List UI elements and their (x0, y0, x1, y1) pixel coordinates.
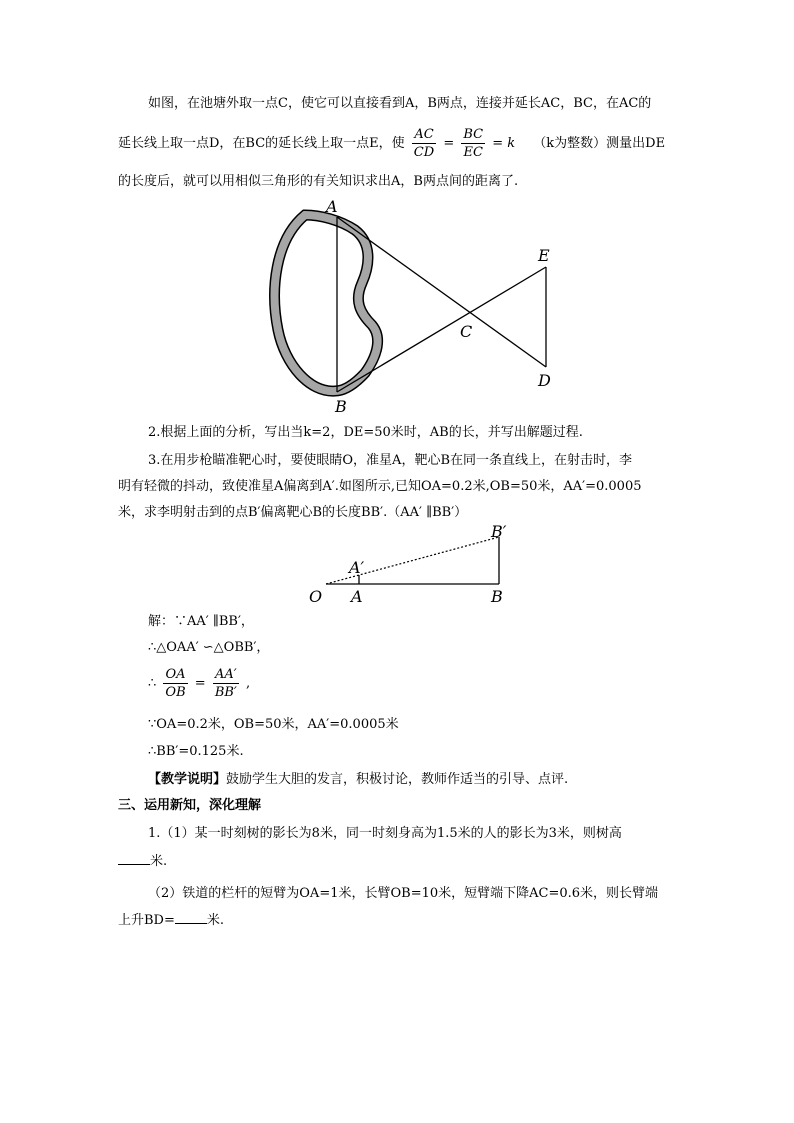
fraction-numerator: AC (412, 126, 436, 144)
equals-sign: = (443, 136, 455, 151)
comma: , (246, 676, 251, 691)
pond-triangle-figure (260, 195, 570, 420)
question-3-line-1: 3.在用步枪瞄准靶心时，要使眼睛O，准星A，靶心B在同一条直线上，在射击时，李 (148, 453, 633, 468)
answer-blank[interactable] (175, 911, 207, 924)
segment-ad (337, 217, 546, 367)
intro-line-2 (118, 124, 665, 164)
fraction-numerator: AA′ (213, 666, 239, 684)
teaching-note-text: 鼓励学生大胆的发言，积极讨论，教师作适当的引导、点评. (226, 772, 569, 787)
exercise-2-line-1: （2）铁道的栏杆的短臂为OA=1米，长臂OB=10米，短臂端下降AC=0.6米，则长臂端 (148, 886, 659, 901)
exercise-2-pre: 上升BD= (118, 913, 175, 928)
intro-line-2-pre: 延长线上取一点D，在BC的延长线上取一点E，使 (118, 136, 405, 151)
label-a: A (351, 587, 363, 606)
label-d: D (538, 371, 551, 390)
label-b: B (491, 587, 503, 606)
equals-k: = k (492, 136, 516, 151)
fraction-denominator: BB′ (214, 685, 237, 700)
fraction-aa-bb (213, 666, 239, 701)
section-3-heading: 三、运用新知，深化理解 (118, 798, 262, 813)
fraction-numerator: OA (163, 666, 187, 684)
fraction-denominator: CD (413, 145, 435, 160)
segment-be (337, 267, 546, 392)
fraction-oa-ob (163, 666, 187, 701)
label-b: B (335, 397, 347, 416)
solution-step-2: ∴△OAA′ ∽△OBB′， (148, 640, 270, 655)
exercise-1-unit: 米. (150, 854, 168, 869)
therefore-symbol: ∴ (148, 676, 157, 691)
intro-line-3: 的长度后，就可以用相似三角形的有关知识求出A，B两点间的距离了. (118, 174, 519, 189)
fraction-numerator: BC (463, 127, 484, 142)
exercise-2-line-2 (118, 911, 224, 931)
intro-line-2-post: （k为整数）测量出DE (533, 136, 666, 151)
fraction-bc-ec (461, 126, 485, 161)
question-2: 2.根据上面的分析，写出当k=2，DE=50米时，AB的长，并写出解题过程. (148, 425, 583, 440)
label-c: C (460, 322, 473, 341)
exercise-2-unit: 米. (206, 913, 225, 928)
answer-blank[interactable] (118, 852, 150, 865)
label-o: O (309, 587, 323, 606)
question-3-line-2: 明有轻微的抖动，致使准星A偏离到A′.如图所示,已知OA=0.2米,OB=50米，AA′=0.0005 (118, 479, 642, 494)
exercise-1-line-1: 1.（1）某一时刻树的影长为8米，同一时刻身高为1.5米的人的影长为3米，则树高 (148, 826, 622, 841)
label-a-prime: A′ (349, 558, 365, 577)
fraction-denominator: OB (165, 685, 186, 700)
question-3-line-3: 米，求李明射击到的点B′偏离靶心B的长度BB′.（AA′ ∥BB′） (118, 505, 468, 520)
fraction-ac-cd (412, 126, 436, 161)
exercise-1-line-2 (118, 852, 167, 872)
intro-line-1: 如图，在池塘外取一点C，使它可以直接看到A，B两点，连接并延长AC，BC，在AC的 (148, 96, 652, 111)
solution-step-1: 解：∵AA′ ∥BB′， (148, 614, 254, 629)
label-b-prime: B′ (491, 525, 507, 541)
solution-step-4: ∵OA=0.2米，OB=50米，AA′=0.0005米 (148, 717, 399, 732)
label-a: A (326, 197, 338, 216)
solution-step-3 (148, 664, 250, 704)
label-e: E (538, 246, 550, 265)
solution-step-5: ∴BB′=0.125米. (148, 744, 244, 759)
teaching-note-tag: 【教学说明】 (148, 772, 227, 787)
rifle-sight-figure (300, 525, 530, 607)
fraction-denominator: EC (463, 145, 483, 160)
teaching-note (148, 770, 568, 790)
equals-sign: = (194, 676, 206, 691)
